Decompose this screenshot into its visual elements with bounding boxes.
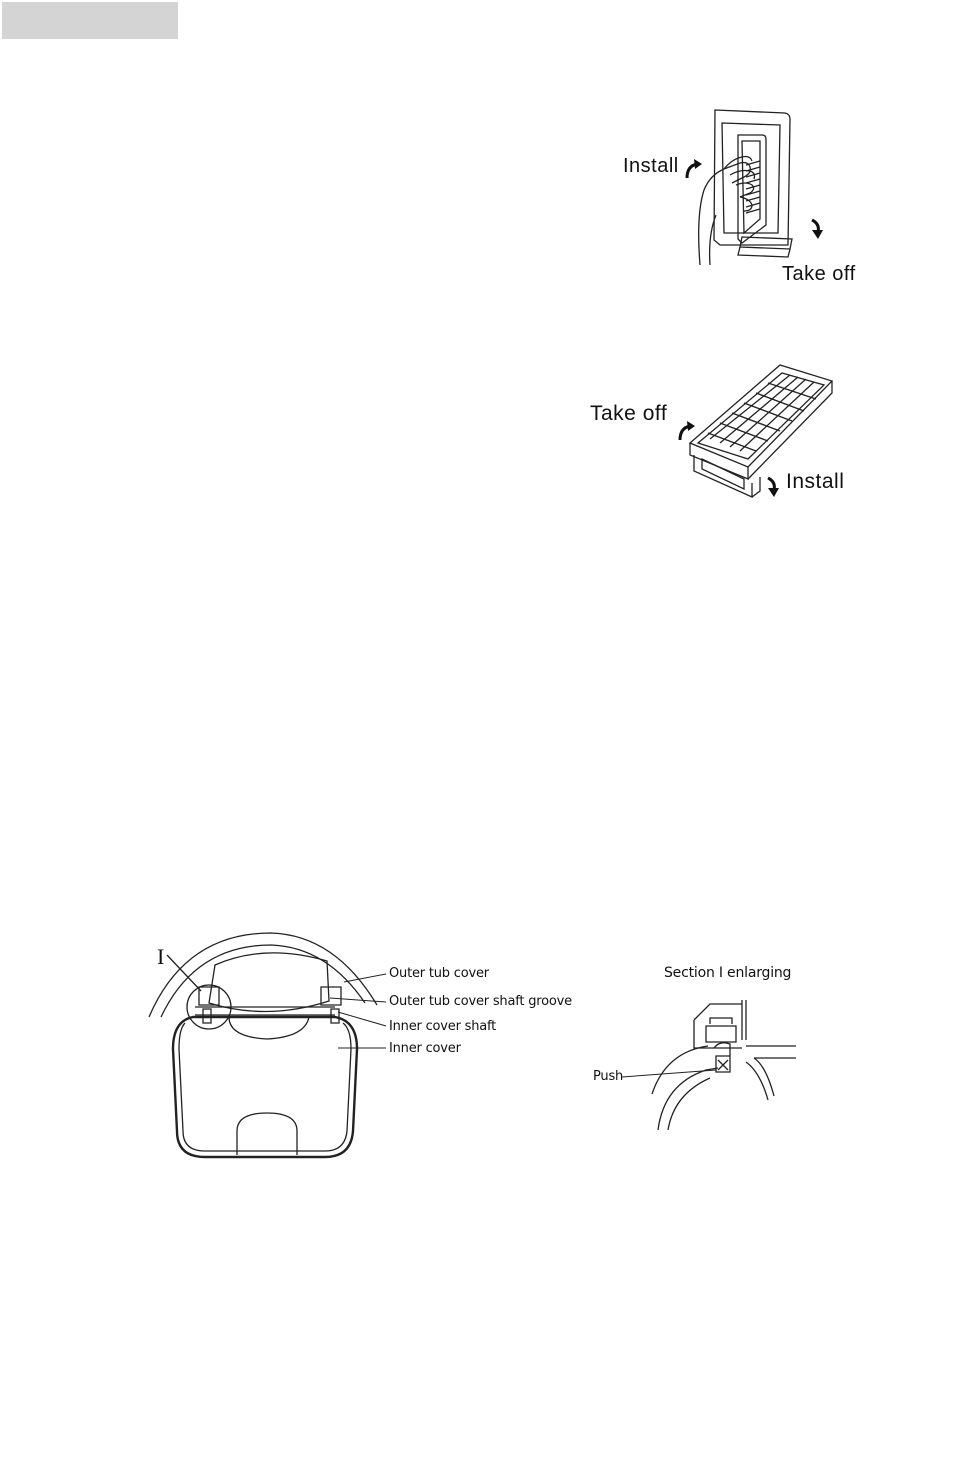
curved-arrow-down-icon (808, 218, 824, 240)
curved-arrow-down-icon (764, 476, 780, 498)
curved-arrow-up-icon (683, 158, 705, 180)
header-tab (2, 2, 178, 39)
section-enlarging-title: Section I enlarging (664, 965, 792, 981)
push-leader-line (622, 1068, 718, 1080)
install-label: Install (623, 155, 679, 177)
push-label: Push (593, 1069, 624, 1084)
filter-tub-illustration (680, 105, 820, 265)
inner-cover-label: Inner cover (389, 1041, 461, 1056)
inner-cover-shaft-label: Inner cover shaft (389, 1019, 497, 1034)
section-enlarging-illustration (650, 1000, 800, 1130)
install-label: Install (786, 470, 845, 493)
outer-tub-cover-label: Outer tub cover (389, 966, 489, 981)
take-off-label: Take off (782, 263, 856, 285)
curved-arrow-up-icon (676, 420, 698, 442)
section-marker: I (157, 944, 165, 969)
take-off-label: Take off (590, 402, 668, 425)
shaft-groove-label: Outer tub cover shaft groove (389, 994, 572, 1009)
label-leader-lines (330, 960, 390, 1060)
